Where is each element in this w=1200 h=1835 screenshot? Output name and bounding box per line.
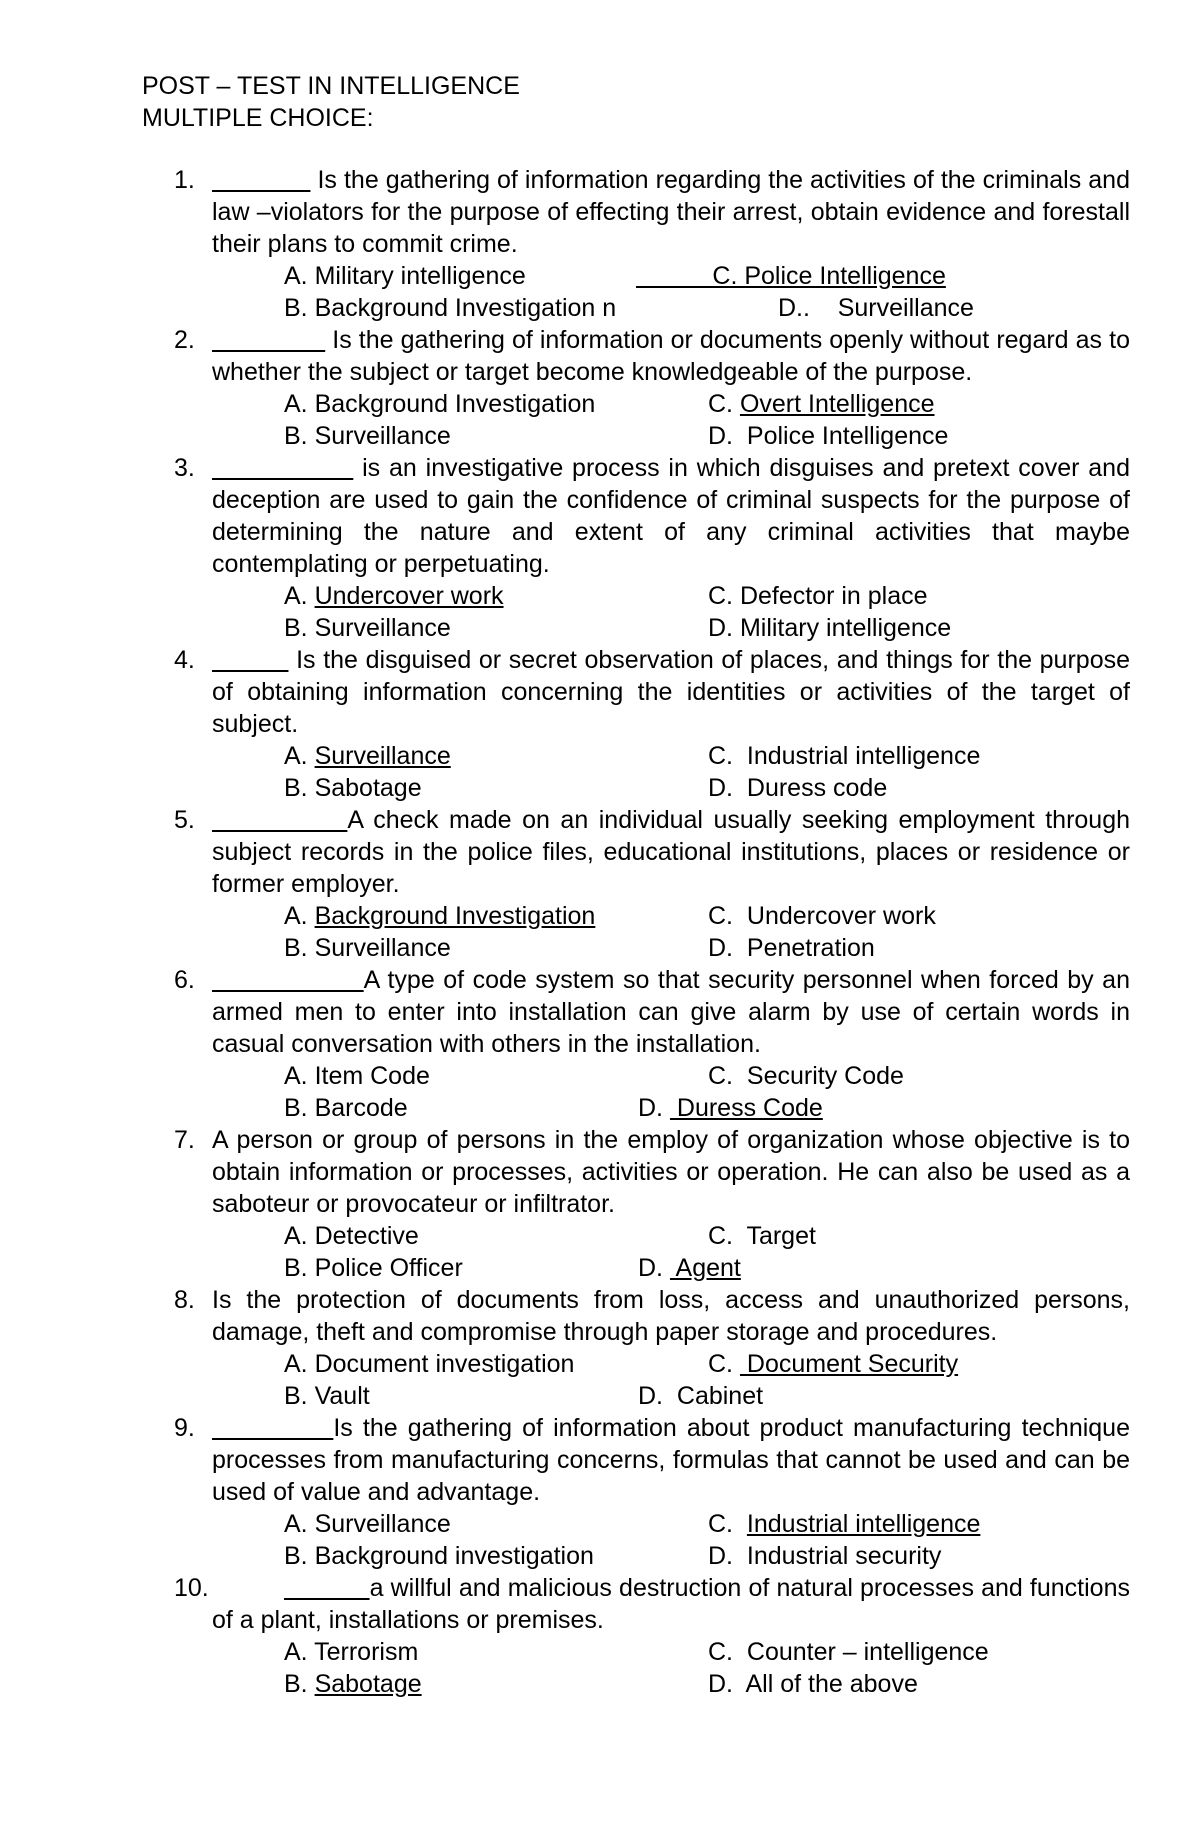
choices <box>0 260 1200 324</box>
choice-a: A. Military intelligence <box>284 262 526 290</box>
question-10 <box>0 1572 1200 1700</box>
question-number: 4. <box>174 646 195 674</box>
answer-blank <box>212 326 325 354</box>
choices <box>0 1220 1200 1284</box>
choices <box>0 388 1200 452</box>
choice-a: A. Surveillance <box>284 1510 451 1538</box>
question-number: 9. <box>174 1414 195 1442</box>
question-number: 5. <box>174 806 195 834</box>
choice-c: C. Defector in place <box>708 582 928 610</box>
question-text: Is the gathering of information about product manufacturing technique processes from manufacturing concerns, formulas that cannot be used and can be used of value and advantage. <box>212 1414 1130 1506</box>
choice-c: C. Counter – intelligence <box>708 1638 989 1666</box>
choice-b: B. Vault <box>284 1382 370 1410</box>
choice-b: B. Surveillance <box>284 422 451 450</box>
choice-d: D.. Surveillance <box>778 294 974 322</box>
correct-answer: Industrial intelligence <box>746 1510 981 1538</box>
choice-c: C. Industrial intelligence <box>708 742 981 770</box>
choice-b: B. Police Officer <box>284 1254 463 1282</box>
choice-d: D. Duress Code <box>638 1094 823 1122</box>
correct-answer: C. Police Intelligence <box>636 262 946 290</box>
choice-d: D. Duress code <box>708 774 888 802</box>
correct-answer: Sabotage <box>314 1670 422 1698</box>
choice-d: D. Agent <box>638 1254 741 1282</box>
answer-blank <box>212 966 364 994</box>
choice-c: C. Overt Intelligence <box>708 390 935 418</box>
choice-b: B. Sabotage <box>284 774 422 802</box>
choice-a: A. Document investigation <box>284 1350 575 1378</box>
choice-d: D. All of the above <box>708 1670 918 1698</box>
correct-answer: Surveillance <box>314 742 451 770</box>
choice-a: A. Background Investigation <box>284 902 596 930</box>
choices <box>0 740 1200 804</box>
question-1 <box>0 164 1200 324</box>
choice-a: A. Detective <box>284 1222 419 1250</box>
question-4 <box>0 644 1200 804</box>
question-9 <box>0 1412 1200 1572</box>
choice-c: C. Document Security <box>708 1350 959 1378</box>
choice-c: C. Security Code <box>708 1062 904 1090</box>
choices <box>0 1508 1200 1572</box>
question-text: A type of code system so that security personnel when forced by an armed men to enter into installation can give alarm by use of certain words in casual conversation with others in the installation. <box>212 966 1130 1058</box>
answer-blank <box>212 454 353 482</box>
correct-answer: Overt Intelligence <box>739 390 935 418</box>
choice-c: C. Industrial intelligence <box>708 1510 981 1538</box>
choice-b: B. Background Investigation n <box>284 294 617 322</box>
question-number: 8. <box>174 1286 195 1314</box>
question-text: A check made on an individual usually seeking employment through subject records in the police files, educational institutions, places or residence or former employer. <box>212 806 1131 898</box>
choice-d: D. Police Intelligence <box>708 422 949 450</box>
page-subtitle: MULTIPLE CHOICE: <box>142 104 374 132</box>
question-2 <box>0 324 1200 452</box>
choice-b: B. Sabotage <box>284 1670 422 1698</box>
question-5 <box>0 804 1200 964</box>
choice-a: A. Undercover work <box>284 582 504 610</box>
answer-blank <box>212 166 310 194</box>
correct-answer: Agent <box>669 1254 741 1282</box>
question-text: a willful and malicious destruction of natural processes and functions of a plant, installations or premises. <box>212 1574 1130 1634</box>
question-number: 7. <box>174 1126 195 1154</box>
page-title: POST – TEST IN INTELLIGENCE <box>142 72 520 100</box>
choice-b: B. Barcode <box>284 1094 408 1122</box>
question-8 <box>0 1284 1200 1412</box>
question-text: Is the gathering of information or documents openly without regard as to whether the subject or target become knowledgeable of the purpose. <box>212 326 1130 386</box>
question-number: 3. <box>174 454 195 482</box>
answer-blank <box>284 1574 370 1602</box>
answer-blank <box>212 806 347 834</box>
choice-c: C. Undercover work <box>708 902 936 930</box>
choice-c <box>636 260 946 292</box>
choice-a: A. Terrorism <box>284 1638 419 1666</box>
correct-answer: Undercover work <box>314 582 504 610</box>
choices <box>0 1636 1200 1700</box>
question-text: Is the gathering of information regarding the activities of the criminals and law –violators for the purpose of effecting their arrest, obtain evidence and forestall their plans to commit crime. <box>212 166 1130 258</box>
correct-answer: Duress Code <box>669 1094 823 1122</box>
question-number: 2. <box>174 326 195 354</box>
choice-c: C. Target <box>708 1222 816 1250</box>
answer-blank <box>212 1414 333 1442</box>
choice-a: A. Item Code <box>284 1062 430 1090</box>
question-number: 10. <box>174 1574 209 1602</box>
question-list <box>0 164 1200 1700</box>
answer-blank <box>212 646 288 674</box>
question-text: Is the protection of documents from loss, access and unauthorized persons, damage, theft and compromise through paper storage and procedures. <box>212 1286 1130 1346</box>
choices <box>0 580 1200 644</box>
question-6 <box>0 964 1200 1124</box>
correct-answer: Document Security <box>739 1350 959 1378</box>
question-text: A person or group of persons in the employ of organization whose objective is to obtain information or processes, activities or operation. He can also be used as a saboteur or provocateur or infiltrator. <box>212 1126 1130 1218</box>
question-3 <box>0 452 1200 644</box>
question-7 <box>0 1124 1200 1284</box>
question-number: 6. <box>174 966 195 994</box>
correct-answer: Background Investigation <box>314 902 596 930</box>
choice-d: D. Penetration <box>708 934 875 962</box>
choice-d: D. Industrial security <box>708 1542 942 1570</box>
question-number: 1. <box>174 166 195 194</box>
choice-a: A. Background Investigation <box>284 390 596 418</box>
choices <box>0 1348 1200 1412</box>
choice-a: A. Surveillance <box>284 742 451 770</box>
choice-b: B. Background investigation <box>284 1542 594 1570</box>
choice-d: D. Cabinet <box>638 1382 764 1410</box>
question-text: is an investigative process in which disguises and pretext cover and deception are used to gain the confidence of criminal suspects for the purpose of determining the nature and extent of any criminal activities that maybe contemplating or perpetuating. <box>212 454 1130 578</box>
choice-b: B. Surveillance <box>284 934 451 962</box>
choices <box>0 1060 1200 1124</box>
choice-b: B. Surveillance <box>284 614 451 642</box>
choice-d: D. Military intelligence <box>708 614 952 642</box>
question-text: Is the disguised or secret observation of places, and things for the purpose of obtaining information concerning the identities or activities of the target of subject. <box>212 646 1130 738</box>
choices <box>0 900 1200 964</box>
